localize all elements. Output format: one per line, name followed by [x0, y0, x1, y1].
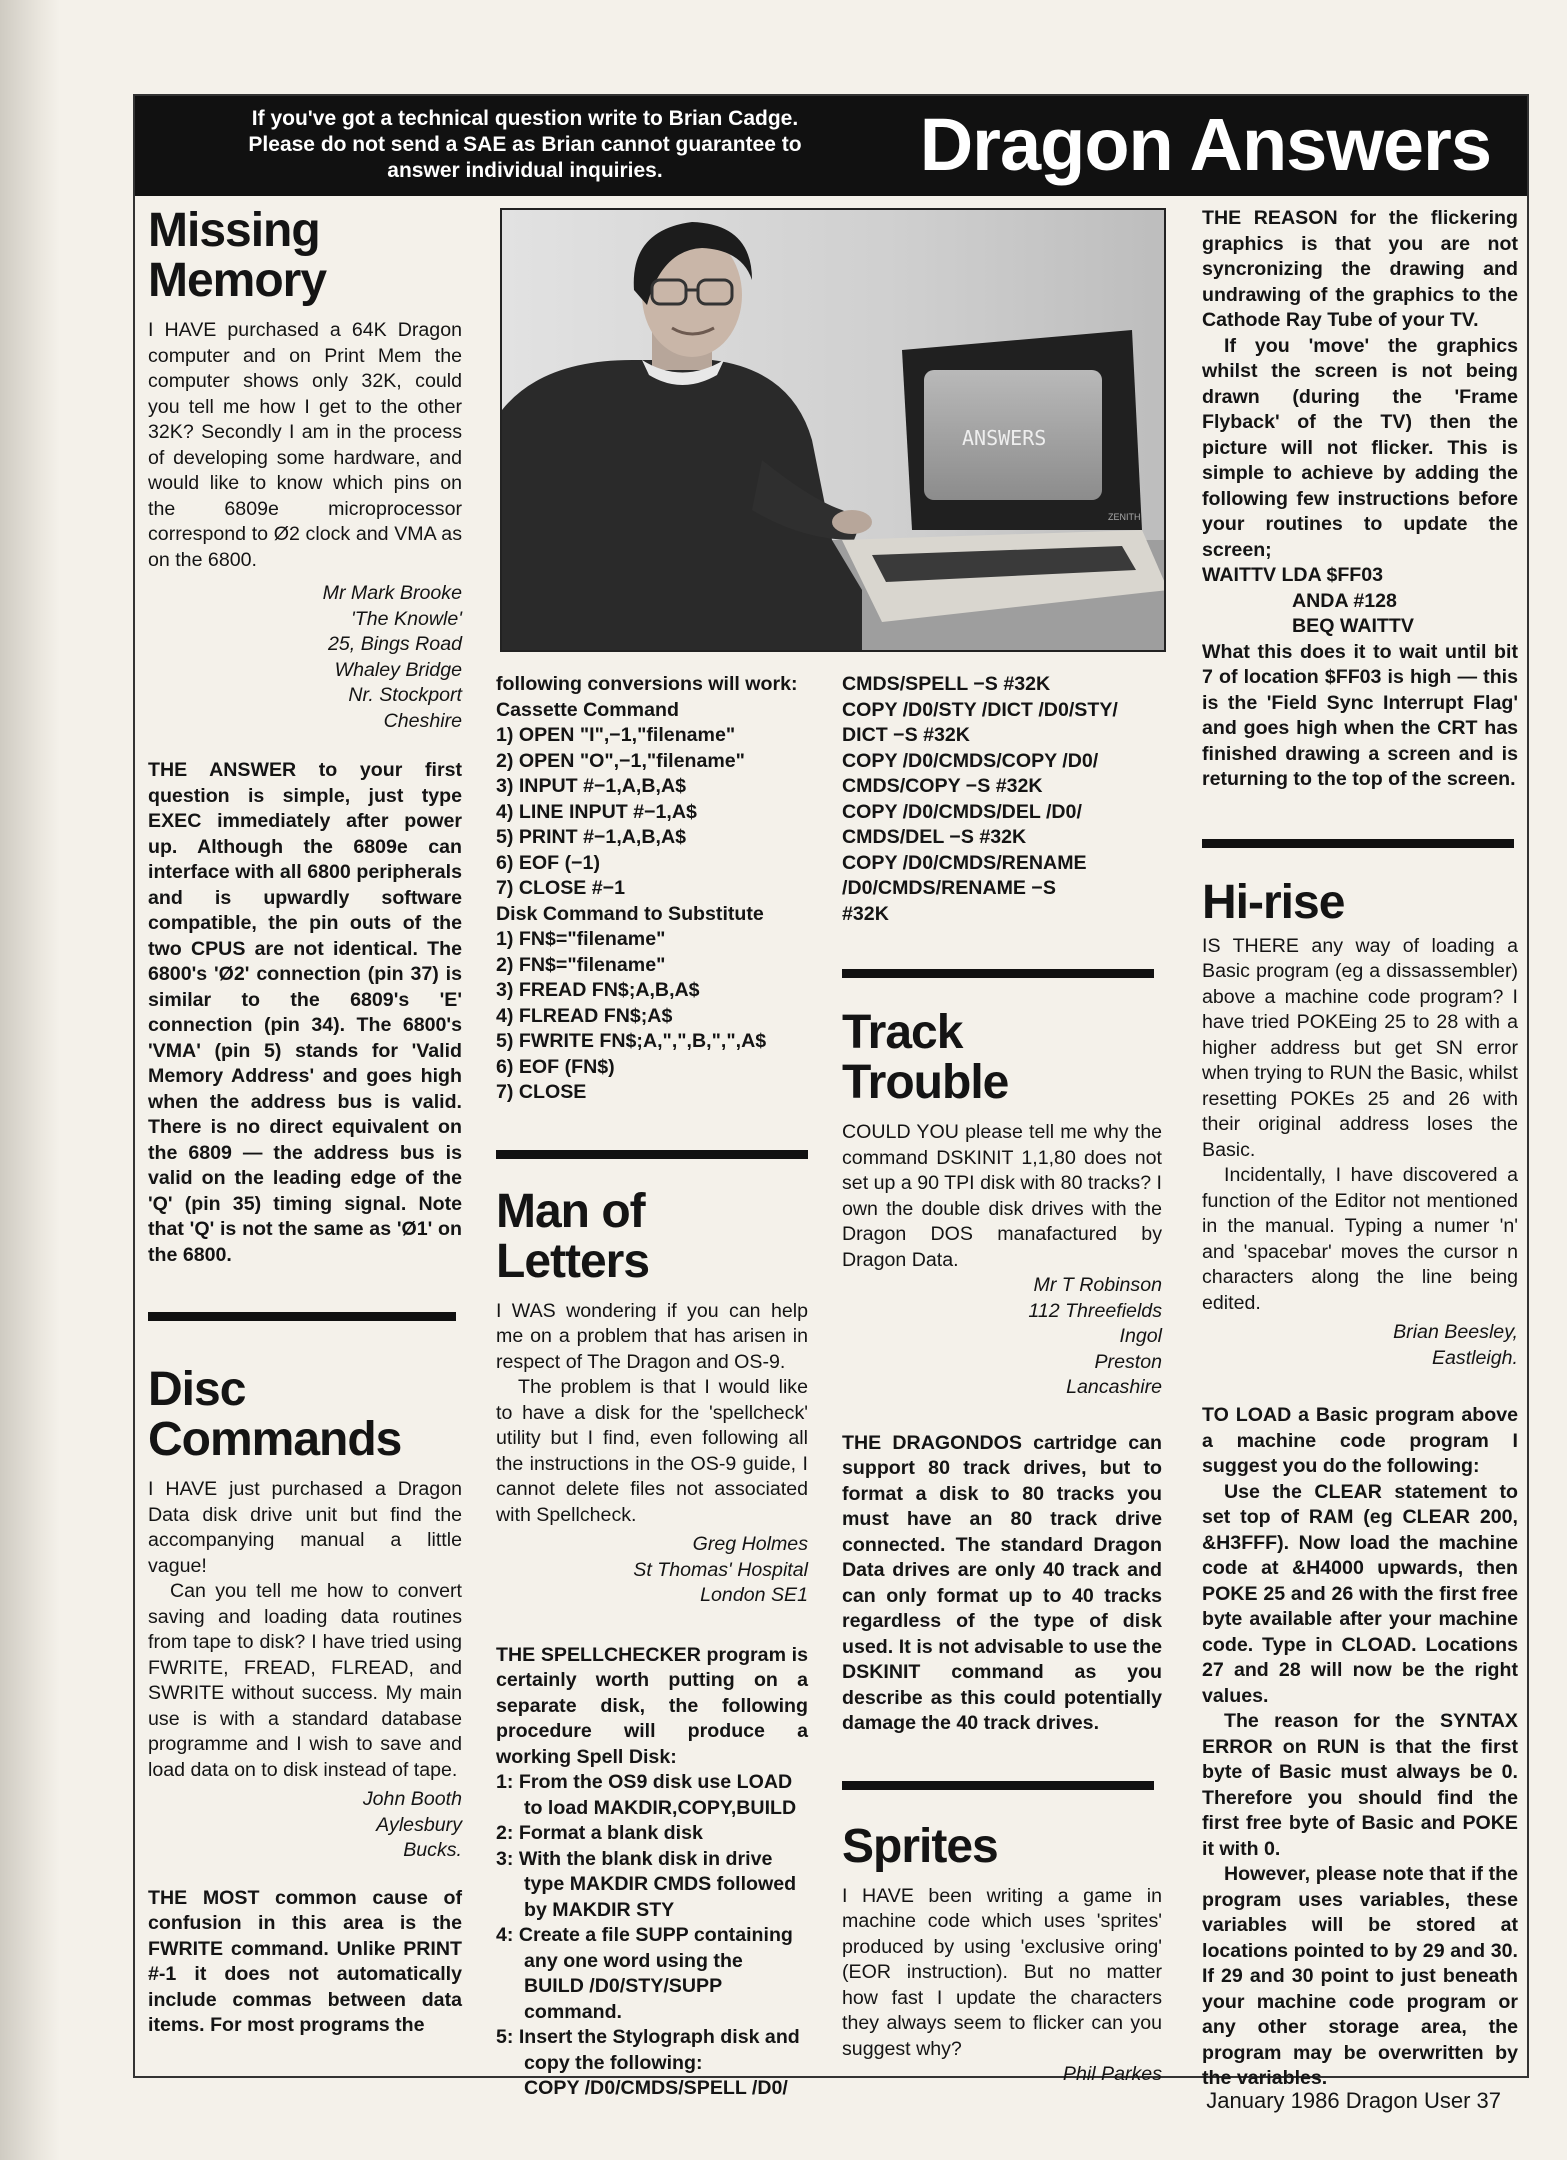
- page-footer: January 1986 Dragon User 37: [1206, 2088, 1501, 2113]
- cassette-command-list: [496, 723, 808, 902]
- list-item: 7) CLOSE #−1: [496, 877, 626, 899]
- signature-hi-rise: [1202, 1320, 1518, 1371]
- section-divider: [148, 1312, 456, 1321]
- list-item: 7) CLOSE: [496, 1081, 587, 1103]
- list-item: 2) OPEN "O",−1,"filename": [496, 749, 745, 772]
- column-3: [842, 672, 1162, 2088]
- answer-disc-commands: THE MOST common cause of confusion in this area is the FWRITE command. Unlike PRINT #-1 it does not automatically include commas between data items. For most programs the: [148, 1886, 462, 2036]
- header-note-line: answer individual inquiries.: [387, 159, 663, 182]
- list-item: 5: Insert the Stylograph disk and copy the following:: [496, 2026, 800, 2074]
- heading-line: Track: [842, 1006, 963, 1059]
- code-line: COPY /D0/STY /DICT /D0/STY/: [842, 698, 1118, 721]
- list-item: 6) EOF (FN$): [496, 1055, 615, 1078]
- code-line: /D0/CMDS/RENAME −S: [842, 877, 1056, 899]
- answer-hi-rise-p3: The reason for the SYNTAX ERROR on RUN is that the first byte of Basic must always be 0. Therefore you should find the first free byte of Basic and POKE it with 0.: [1202, 1710, 1518, 1860]
- signature-line: Whaley Bridge: [334, 658, 462, 681]
- answer-hi-rise-p1: TO LOAD a Basic program above a machine code program I suggest you do the following:: [1202, 1404, 1518, 1477]
- heading-line: Man of: [496, 1184, 645, 1238]
- signature-line: Mr Mark Brooke: [322, 582, 462, 604]
- list-item: 1: From the OS9 disk use LOAD to load MAKDIR,COPY,BUILD: [496, 1771, 797, 1819]
- section-title: Dragon Answers: [919, 103, 1491, 186]
- code-line: DICT −S #32K: [842, 724, 970, 746]
- answer-missing-memory: THE ANSWER to your first question is simple, just type EXEC immediately after power up. Although the 6809e can interface with all 6800 peripherals and is upwardly software compatible, the pin outs of the two CPUS are not identical. The 6800's 'Ø2' connection (pin 37) is similar to the 6809's 'E' connection (pin 34). The 6800's 'VMA' (pin 5) stands for 'Valid Memory Address' and goes high when the address bus is valid. There is no direct equivalent on the 6809 — the address bus is valid on the leading edge of the 'Q' (pin 35) timing signal. Note that 'Q' is not the same as 'Ø1' on the 6800.: [148, 759, 462, 1266]
- list-item: 1) OPEN "I",−1,"filename": [496, 724, 736, 746]
- letter-disc-commands-p1: I HAVE just purchased a Dragon Data disk drive unit but find the accompanying manual a little vague!: [148, 1478, 462, 1577]
- heading-line: Memory: [148, 254, 327, 307]
- heading-disc-commands: [148, 1365, 462, 1465]
- header-note-line: Please do not send a SAE as Brian cannot guarantee to: [248, 133, 802, 156]
- signature-line: Eastleigh.: [1431, 1346, 1518, 1369]
- signature-line: Aylesbury: [376, 1813, 462, 1836]
- heading-line: Missing: [148, 204, 320, 257]
- code-line: WAITTV LDA $FF03: [1202, 564, 1384, 586]
- heading-line: Disc: [148, 1363, 246, 1416]
- disk-command-list: [496, 927, 808, 1106]
- letter-hi-rise-p2: Incidentally, I have discovered a function of the Editor not mentioned in the manual. Typing a numer 'n' and 'spacebar' moves the cursor n characters along the line being edited.: [1202, 1164, 1518, 1314]
- column-2: [496, 672, 808, 2102]
- signature-line: Brian Beesley,: [1393, 1321, 1518, 1343]
- code-line: CMDS/DEL −S #32K: [842, 826, 1027, 848]
- signature-line: Ingol: [1119, 1325, 1162, 1347]
- code-line: COPY /D0/CMDS/RENAME: [842, 851, 1087, 874]
- column-4: [1202, 206, 1518, 2092]
- code-line: CMDS/SPELL −S #32K: [842, 673, 1051, 695]
- answer-hi-rise-p2: Use the CLEAR statement to set top of RAM (eg CLEAR 200, &H3FFF). Now load the machine code at &H4000 upwards, then POKE 25 and 26 with the first free byte available after your machine code. Type in CLOAD. Locations 27 and 28 will now be the right values.: [1202, 1480, 1518, 1707]
- answer-sprites-p1: THE REASON for the flickering graphics is that you are not syncronizing the drawing and undrawing of the graphics to the Cathode Ray Tube of your TV.: [1202, 207, 1518, 331]
- spell-disk-steps: [496, 1770, 808, 2076]
- copy-commands: [842, 672, 1162, 927]
- signature-line: Bucks.: [403, 1839, 462, 1861]
- list-item: 2) FN$="filename": [496, 953, 666, 976]
- monitor-brand: ZENITH: [1108, 512, 1141, 522]
- signature-line: Mr T Robinson: [1033, 1274, 1162, 1296]
- signature-line: Nr. Stockport: [348, 684, 462, 706]
- signature-line: 112 Threefields: [1028, 1299, 1162, 1322]
- list-item: 3: With the blank disk in drive type MAKDIR CMDS followed by MAKDIR STY: [496, 1847, 797, 1921]
- heading-track-trouble: [842, 1008, 1162, 1108]
- answer-hi-rise-p4: However, please note that if the program uses variables, these variables will be stored at locations pointed to by 29 and 30. If 29 and 30 point to just beneath your machine code program or any other storage area, the program may be overwritten by the variables.: [1202, 1863, 1518, 2089]
- photo-illustration: [502, 210, 1166, 652]
- signature-disc-commands: [148, 1787, 462, 1864]
- heading-man-of-letters: [496, 1184, 808, 1288]
- signature-line: Preston: [1094, 1350, 1162, 1373]
- letter-hi-rise-p1: IS THERE any way of loading a Basic program (eg a dissassembler) above a machine code program? I have tried POKEing 25 to 28 with a higher address but get SN error when trying to RUN the Basic, whilst resetting POKEs 25 and 26 with their original address loses the Basic.: [1202, 934, 1518, 1161]
- heading-sprites: Sprites: [842, 1819, 998, 1873]
- heading-missing-memory: [148, 206, 462, 306]
- letter-track-trouble: COULD YOU please tell me why the command DSKINIT 1,1,80 does not set up a 90 TPI disk with 80 tracks? I own the double disk drives with the Dragon DOS manafactured by Dragon Data.: [842, 1121, 1162, 1271]
- answer-disc-commands-cont: following conversions will work:: [496, 673, 798, 695]
- section-divider: [842, 969, 1154, 978]
- signature-line: Phil Parkes: [1062, 2063, 1162, 2085]
- header-note-line: If you've got a technical question write to Brian Cadge.: [251, 107, 799, 130]
- signature-missing-memory: [148, 581, 462, 734]
- heading-hi-rise: Hi-rise: [1202, 875, 1345, 929]
- cassette-command-header: Cassette Command: [496, 698, 679, 721]
- code-line: BEQ WAITTV: [1292, 615, 1414, 637]
- signature-line: Cheshire: [383, 709, 462, 732]
- signature-line: London SE1: [700, 1584, 808, 1606]
- section-divider: [496, 1150, 808, 1159]
- list-item: 4) FLREAD FN$;A$: [496, 1004, 673, 1027]
- heading-line: Commands: [148, 1413, 402, 1466]
- signature-line: John Booth: [362, 1788, 462, 1810]
- column-1: [148, 206, 462, 2039]
- heading-line: Letters: [496, 1234, 650, 1288]
- heading-line: Trouble: [842, 1056, 1009, 1109]
- section-divider: [842, 1781, 1154, 1790]
- signature-track-trouble: [842, 1273, 1162, 1401]
- list-item: 5) FWRITE FN$;A,",",B,",",A$: [496, 1030, 767, 1052]
- list-item: 4) LINE INPUT #−1,A$: [496, 800, 697, 823]
- signature-line: 'The Knowle': [351, 607, 462, 630]
- list-item: 2: Format a blank disk: [496, 1822, 703, 1844]
- binding-shadow: [0, 0, 60, 2160]
- code-line: COPY /D0/CMDS/COPY /D0/: [842, 749, 1099, 772]
- code-line: ANDA #128: [1292, 589, 1397, 612]
- signature-man-of-letters: [496, 1532, 808, 1609]
- list-item: 4: Create a file SUPP containing any one word using the BUILD /D0/STY/SUPP command.: [496, 1924, 793, 2023]
- list-item: 5) PRINT #−1,A,B,A$: [496, 826, 687, 848]
- list-item: 1) FN$="filename": [496, 928, 666, 950]
- signature-sprites: [842, 2062, 1162, 2088]
- signature-line: Greg Holmes: [692, 1533, 808, 1555]
- header-note: [155, 106, 895, 184]
- disk-command-header: Disk Command to Substitute: [496, 902, 764, 925]
- signature-line: Lancashire: [1066, 1376, 1162, 1398]
- signature-line: St Thomas' Hospital: [633, 1558, 808, 1581]
- code-line: #32K: [842, 902, 889, 925]
- photo-brian-cadge: [500, 208, 1166, 652]
- header-banner: [135, 96, 1527, 196]
- answer-sprites-p3: What this does it to wait until bit 7 of location $FF03 is high — this is the 'Field Sync Interrupt Flag' and goes high when the CRT has finished drawing a screen and is returning to the top of the screen.: [1202, 640, 1518, 790]
- list-item: 3) FREAD FN$;A,B,A$: [496, 979, 700, 1001]
- code-line: CMDS/COPY −S #32K: [842, 775, 1043, 797]
- section-divider: [1202, 839, 1514, 848]
- answer-sprites-p2: If you 'move' the graphics whilst the screen is not being drawn (during the 'Frame Flyback' of the TV) then the picture will not flicker. This is simple to achieve by adding the following few instructions before your routines to update the screen;: [1202, 334, 1518, 561]
- signature-line: 25, Bings Road: [328, 633, 462, 655]
- letter-missing-memory: I HAVE purchased a 64K Dragon computer and on Print Mem the computer shows only 32K, could you tell me how I get to the other 32K? Secondly I am in the process of developing some hardware, and would like to know which pins on the 6809e microprocessor correspond to Ø2 clock and VMA as on the 6800.: [148, 319, 462, 571]
- letter-sprites: I HAVE been writing a game in machine code which uses 'sprites' produced by using 'exclusive oring' (EOR instruction). But no matter how fast I update the characters they always seem to flicker can you suggest why?: [842, 1884, 1162, 2060]
- letter-man-of-letters-p2: The problem is that I would like to have a disk for the 'spellcheck' utility but I find, even following all the instructions in the OS-9 guide, I cannot delete files not associated with Spellcheck.: [496, 1376, 808, 1526]
- answer-track-trouble: THE DRAGONDOS cartridge can support 80 track drives, but to format a disk to 80 tracks you must have an 80 track drive connected. The standard Dragon Data drives are only 40 track and can only format up to 40 tracks regardless of the type of disk used. It is not advisable to use the DSKINIT command as you describe as this could potentially damage the 40 track drives.: [842, 1431, 1162, 1734]
- list-item: 3) INPUT #−1,A,B,A$: [496, 775, 687, 797]
- sprites-code: [1202, 563, 1518, 640]
- screen-text: ANSWERS: [962, 426, 1047, 450]
- copy-command-start: COPY /D0/CMDS/SPELL /D0/: [524, 2077, 788, 2099]
- letter-man-of-letters-p1: I WAS wondering if you can help me on a problem that has arisen in respect of The Dragon and OS-9.: [496, 1299, 808, 1373]
- answer-man-of-letters: THE SPELLCHECKER program is certainly worth putting on a separate disk, the following procedure will produce a working Spell Disk:: [496, 1643, 808, 1768]
- list-item: 6) EOF (−1): [496, 851, 600, 874]
- letter-disc-commands-p2: Can you tell me how to convert saving and loading data routines from tape to disk? I have tried using FWRITE, FREAD, FLREAD, and SWRITE without success. My main use is with a standard database programme and I wish to save and load data on to disk instead of tape.: [148, 1580, 462, 1781]
- code-line: COPY /D0/CMDS/DEL /D0/: [842, 800, 1082, 823]
